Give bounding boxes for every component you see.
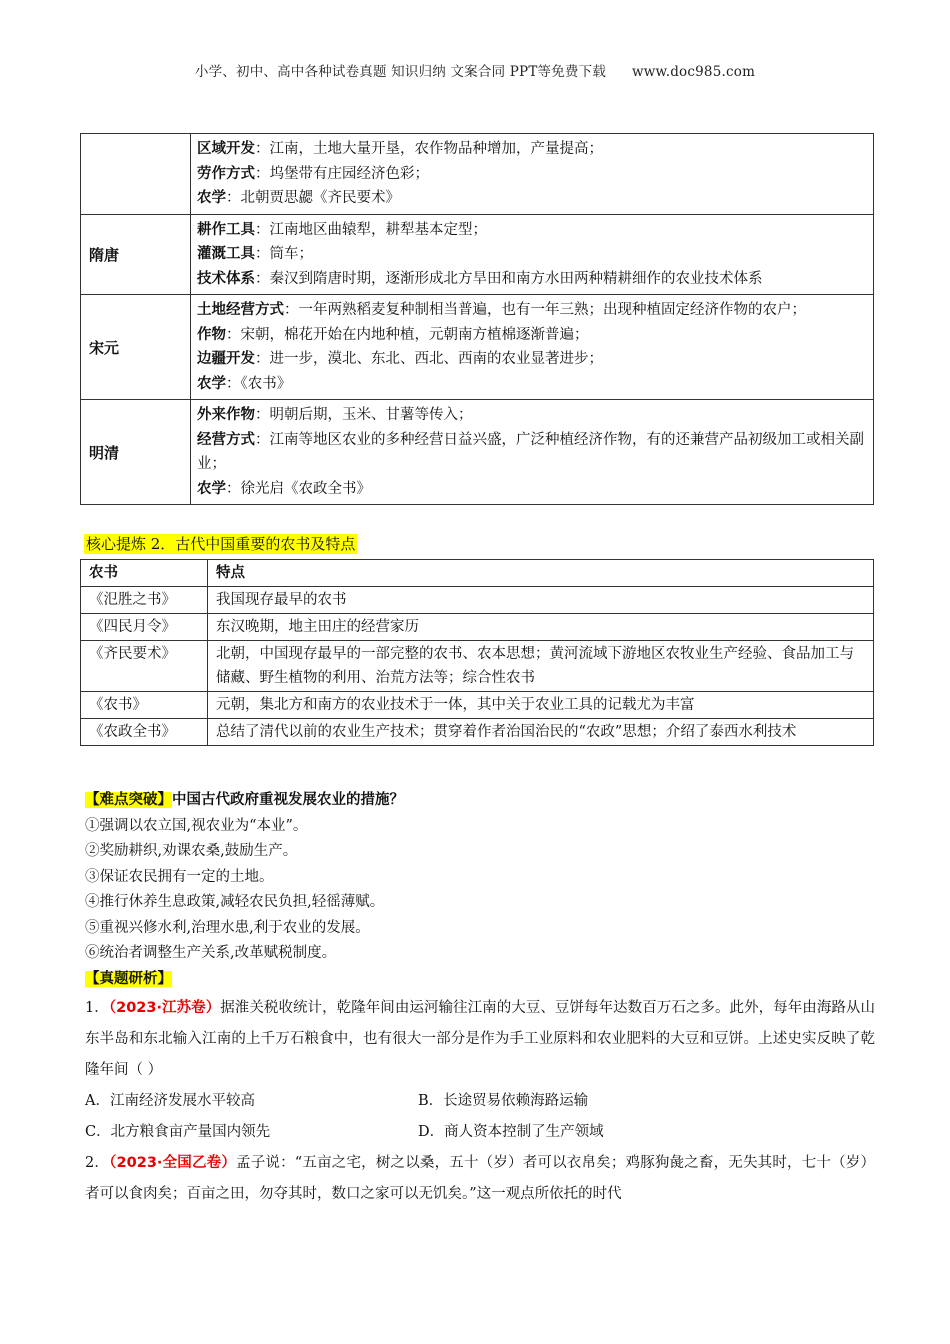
measure-item: ④推行休养生息政策,减轻农民负担,轻徭薄赋。 <box>85 894 385 910</box>
options-row <box>85 1086 875 1117</box>
header-feature: 特点 <box>208 560 874 587</box>
header-book: 农书 <box>81 560 208 587</box>
era-row <box>81 400 874 505</box>
feature-cell: 总结了清代以前的农业生产技术；贯穿着作者治国治民的“农政”思想；介绍了泰西水利技术 <box>208 719 874 746</box>
table-row <box>81 641 874 692</box>
header-text: 小学、初中、高中各种试卷真题 知识归纳 文案合同 PPT等免费下载 <box>194 64 607 80</box>
feature-cell: 北朝，中国现存最早的一部完整的农书、农本思想；黄河流域下游地区农牧业生产经验、食品加工与储藏、野生植物的利用、治荒方法等；综合性农书 <box>208 641 874 692</box>
era-content <box>191 134 874 215</box>
question-2 <box>85 1148 875 1210</box>
book-cell: 《氾胜之书》 <box>81 587 208 614</box>
era-line: 外来作物：明朝后期，玉米、甘薯等传入； <box>197 407 473 423</box>
era-line: 作物：宋朝，棉花开始在内地种植，元朝南方植棉逐渐普遍； <box>197 326 589 343</box>
era-row <box>81 214 874 295</box>
era-content <box>191 295 874 400</box>
table-row <box>81 692 874 719</box>
question-2-text: 2．（2023·全国乙卷）孟子说：“五亩之宅，树之以桑，五十（岁）者可以衣帛矣；鸡豚狗彘之畜，无失其时，七十（岁）者可以食肉矣；百亩之田，勿夺其时，数口之家可以无饥矣。”这一观点所依托的时代 <box>85 1155 875 1202</box>
era-cell <box>81 134 191 215</box>
header-url[interactable]: www.doc985.com <box>632 64 756 80</box>
options-row <box>85 1117 875 1148</box>
exam-tag: 【真题研析】 <box>85 970 172 987</box>
option-d: D．商人资本控制了生产领域 <box>418 1124 604 1140</box>
exam-heading <box>85 967 875 993</box>
option-c: C．北方粮食亩产量国内领先 <box>85 1124 271 1140</box>
era-row <box>81 134 874 215</box>
difficulty-section <box>85 788 875 992</box>
era-content <box>191 400 874 505</box>
era-cell: 隋唐 <box>81 214 191 295</box>
measure-item: ⑤重视兴修水利,治理水患,利于农业的发展。 <box>85 919 370 936</box>
table-row <box>81 614 874 641</box>
measure-item: ⑥统治者调整生产关系,改革赋税制度。 <box>85 945 337 961</box>
era-cell: 明清 <box>81 400 191 505</box>
era-line: 边疆开发：进一步，漠北、东北、西北、西南的农业显著进步； <box>197 351 603 367</box>
era-line: 经营方式：江南等地区农业的多种经营日益兴盛，广泛种植经济作物，有的还兼营产品初级加工或相关副业； <box>197 431 864 472</box>
era-line: 劳作方式：坞堡带有庄园经济色彩； <box>197 165 429 182</box>
option-b: B．长途贸易依赖海路运输 <box>418 1093 589 1109</box>
measure-item: ①强调以农立国,视农业为“本业”。 <box>85 817 308 834</box>
era-line: 区域开发：江南，土地大量开垦，农作物品种增加，产量提高； <box>197 141 603 157</box>
measure-item: ③保证农民拥有一定的土地。 <box>85 868 274 885</box>
difficulty-question: 中国古代政府重视发展农业的措施？ <box>172 792 404 808</box>
era-line: 土地经营方式：一年两熟稻麦复种制相当普遍，也有一年三熟；出现种植固定经济作物的农户； <box>197 302 806 318</box>
era-content <box>191 214 874 295</box>
feature-cell: 东汉晚期，地主田庄的经营家历 <box>208 614 874 641</box>
book-cell: 《齐民要术》 <box>81 641 208 692</box>
question-1-source: （2023·江苏卷） <box>108 1000 221 1016</box>
era-line: 灌溉工具：筒车； <box>197 246 313 262</box>
feature-cell: 元朝，集北方和南方的农业技术于一体，其中关于农业工具的记载尤为丰富 <box>208 692 874 719</box>
option-a: A．江南经济发展水平较高 <box>85 1093 255 1109</box>
era-row <box>81 295 874 400</box>
question-1 <box>85 993 875 1148</box>
era-cell: 宋元 <box>81 295 191 400</box>
book-cell: 《四民月令》 <box>81 614 208 641</box>
book-cell: 《农书》 <box>81 692 208 719</box>
era-line: 农学：北朝贾思勰《齐民要术》 <box>197 190 400 206</box>
table-row <box>81 587 874 614</box>
era-line: 技术体系：秦汉到隋唐时期，逐渐形成北方旱田和南方水田两种精耕细作的农业技术体系 <box>197 270 763 287</box>
page-header <box>0 60 950 80</box>
measure-item: ②奖励耕织,劝课农桑,鼓励生产。 <box>85 843 298 859</box>
era-line: 农学：徐光启《农政全书》 <box>197 480 371 497</box>
era-table <box>80 133 874 505</box>
book-table <box>80 559 874 746</box>
difficulty-heading <box>85 788 875 814</box>
book-cell: 《农政全书》 <box>81 719 208 746</box>
era-line: 耕作工具：江南地区曲辕犁，耕犁基本定型； <box>197 221 487 238</box>
section-title: 核心提炼 2．古代中国重要的农书及特点 <box>86 535 356 553</box>
era-line: 农学：《农书》 <box>197 375 292 392</box>
question-1-text: 1．（2023·江苏卷）据淮关税收统计，乾隆年间由运河输往江南的大豆、豆饼每年达数百万石之多。此外，每年由海路从山东半岛和东北输入江南的上千万石粮食中，也有很大一部分是作为手工业原料和农业肥料的大豆和豆饼。上述史实反映了乾隆年间（ ） <box>85 1000 875 1078</box>
table-header-row <box>81 560 874 587</box>
difficulty-tag: 【难点突破】 <box>85 792 172 808</box>
question-2-source: （2023·全国乙卷） <box>109 1155 237 1171</box>
feature-cell: 我国现存最早的农书 <box>208 587 874 614</box>
table-row <box>81 719 874 746</box>
